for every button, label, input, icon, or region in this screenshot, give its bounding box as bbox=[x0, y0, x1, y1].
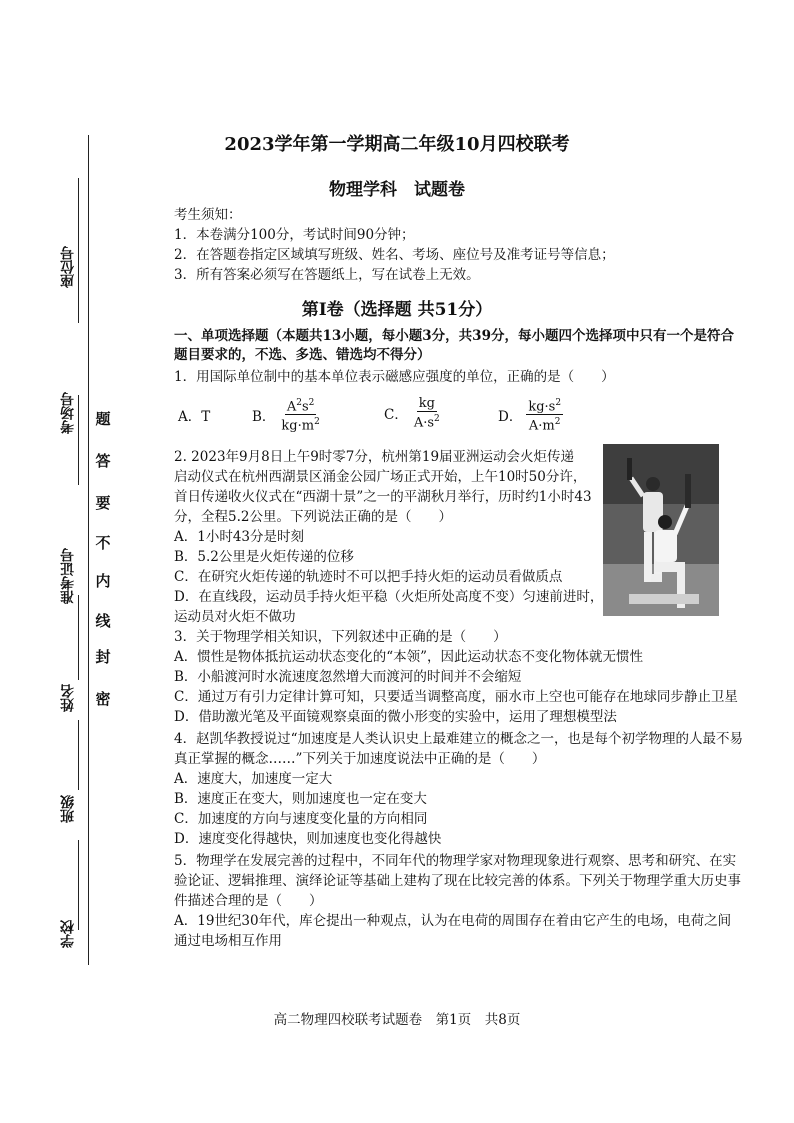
notice-item: 1．本卷满分100分，考试时间90分钟； bbox=[174, 227, 415, 243]
q4-option-d: D．速度变化得越快，则加速度也变化得越快 bbox=[174, 831, 442, 847]
seat-label: 座位号 bbox=[60, 246, 76, 288]
exam-title: 2023学年第一学期高二年级10月四校联考 bbox=[224, 134, 570, 155]
class-line bbox=[78, 840, 79, 930]
numerator: s bbox=[301, 399, 309, 415]
section-title: 第Ⅰ卷（选择题 共51分） bbox=[301, 300, 493, 320]
q5-stem-cont: 验论证、逻辑推理、演绎论证等基础上建构了现在比较完善的体系。下列关于物理学重大历史事 bbox=[174, 873, 741, 889]
room-line bbox=[78, 395, 79, 485]
q1-option-c-fraction bbox=[412, 396, 442, 430]
q1-option-c bbox=[384, 396, 442, 430]
q3-option-b: B．小船渡河时水流速度忽然增大而渡河的时间并不会缩短 bbox=[174, 669, 522, 685]
q1-option-d-label: D． bbox=[498, 408, 523, 425]
name-line bbox=[78, 720, 79, 790]
denominator: A·m bbox=[528, 418, 555, 434]
q3-option-c: C．通过万有引力定律计算可知，只要适当调整高度，丽水市上空也可能存在地球同步静止卫星 bbox=[174, 689, 738, 705]
section-intro: 题目要求的，不选、多选、错选均不得分） bbox=[174, 347, 431, 363]
binding-char: 不 bbox=[95, 534, 111, 552]
page-footer: 高二物理四校联考试题卷 第1页 共8页 bbox=[273, 1012, 521, 1028]
exponent: 2 bbox=[434, 414, 440, 424]
binding-char: 题 bbox=[95, 410, 111, 428]
q1-option-b-label: B． bbox=[252, 408, 276, 425]
q1-option-d-fraction bbox=[526, 396, 563, 434]
q3-stem: 3．关于物理学相关知识，下列叙述中正确的是（ ） bbox=[174, 629, 507, 645]
q2-option-a: A．1小时43分是时刻 bbox=[174, 529, 305, 545]
school-label: 学校 bbox=[60, 920, 76, 948]
exponent: 2 bbox=[296, 398, 302, 408]
exponent: 2 bbox=[555, 398, 562, 408]
q3-option-a: A．惯性是物体抵抗运动状态变化的“本领”，因此运动状态不变化物体就无惯性 bbox=[174, 649, 644, 665]
q4-option-c: C．加速度的方向与速度变化量的方向相同 bbox=[174, 811, 428, 827]
torch-relay-illustration bbox=[603, 444, 719, 616]
denominator: kg·m bbox=[281, 418, 315, 434]
binding-char: 要 bbox=[95, 494, 111, 512]
q2-option-d-cont: 运动员对火炬不做功 bbox=[174, 609, 296, 625]
binding-char: 答 bbox=[95, 452, 111, 470]
q2-line: 首日传递收火仪式在“西湖十景”之一的平湖秋月举行，历时约1小时43 bbox=[174, 489, 592, 505]
class-label: 班级 bbox=[60, 795, 76, 823]
numerator: A bbox=[286, 399, 297, 415]
notice-item: 2．在答题卷指定区域填写班级、姓名、考场、座位号及准考证号等信息； bbox=[174, 247, 615, 263]
room-label: 考场号 bbox=[60, 392, 76, 434]
notice-item: 3．所有答案必须写在答题纸上，写在试卷上无效。 bbox=[174, 267, 480, 283]
q5-stem: 5．物理学在发展完善的过程中，不同年代的物理学家对物理现象进行观察、思考和研究、在实 bbox=[174, 853, 737, 869]
section-intro: 一、单项选择题（本题共13小题，每小题3分，共39分，每小题四个选择项中只有一个是符合 bbox=[174, 328, 734, 344]
numerator: kg bbox=[418, 396, 435, 411]
exponent: 2 bbox=[554, 417, 561, 428]
q4-stem: 4．赵凯华教授说过“加速度是人类认识史上最难建立的概念之一，也是每个初学物理的人最不易 bbox=[174, 731, 743, 747]
q2-line: 2. 2023年9月8日上午9时零7分，杭州第19届亚洲运动会火炬传递 bbox=[174, 449, 575, 465]
numerator: kg·s bbox=[528, 399, 556, 415]
q5-option-a-cont: 通过电场相互作用 bbox=[174, 933, 282, 949]
q1-stem: 1．用国际单位制中的基本单位表示磁感应强度的单位，正确的是（ ） bbox=[174, 369, 615, 385]
exponent: 2 bbox=[308, 398, 315, 408]
binding-char: 密 bbox=[95, 690, 111, 708]
q4-option-a: A．速度大，加速度一定大 bbox=[174, 771, 333, 787]
name-label: 姓名 bbox=[60, 684, 76, 712]
q2-option-b: B．5.2公里是火炬传递的位移 bbox=[174, 549, 354, 565]
q5-option-a: A．19世纪30年代，库仑提出一种观点，认为在电荷的周围存在着由它产生的电场，电荷之间 bbox=[174, 913, 732, 929]
q1-option-a-label: A．T bbox=[178, 409, 211, 425]
q5-stem-cont: 件描述合理的是（ ） bbox=[174, 893, 323, 909]
notice-heading: 考生须知： bbox=[174, 207, 242, 223]
q1-option-c-label: C． bbox=[384, 407, 408, 424]
torch-relay-photo bbox=[603, 444, 719, 616]
binding-char: 封 bbox=[95, 648, 111, 666]
q4-option-b: B．速度正在变大，则加速度也一定在变大 bbox=[174, 791, 427, 807]
q2-option-d: D．在直线段，运动员手持火炬平稳（火炬所处高度不变）匀速前进时， bbox=[174, 589, 604, 605]
q2-line: 启动仪式在杭州西湖景区涌金公园广场正式开始，上午10时50分许， bbox=[174, 469, 587, 485]
binding-char: 内 bbox=[95, 572, 111, 590]
exam-subtitle: 物理学科 试题卷 bbox=[329, 180, 465, 200]
binding-line bbox=[88, 135, 89, 965]
ticket-label: 准考证号 bbox=[60, 548, 76, 604]
q1-option-b-fraction bbox=[279, 396, 321, 434]
q1-option-d bbox=[498, 396, 563, 434]
binding-char: 线 bbox=[95, 612, 111, 630]
ticket-line bbox=[78, 595, 79, 680]
q2-line: 分，全程5.2公里。下列说法正确的是（ ） bbox=[174, 509, 452, 525]
denominator: A·s bbox=[413, 415, 435, 431]
q2-option-c: C．在研究火炬传递的轨迹时不可以把手持火炬的运动员看做质点 bbox=[174, 569, 563, 585]
q3-option-d: D．借助激光笔及平面镜观察桌面的微小形变的实验中，运用了理想模型法 bbox=[174, 709, 617, 725]
q1-option-b bbox=[252, 396, 322, 434]
exponent: 2 bbox=[314, 417, 320, 428]
q4-stem-cont: 真正掌握的概念……”下列关于加速度说法中正确的是（ ） bbox=[174, 751, 546, 767]
q1-option-a bbox=[178, 405, 210, 425]
